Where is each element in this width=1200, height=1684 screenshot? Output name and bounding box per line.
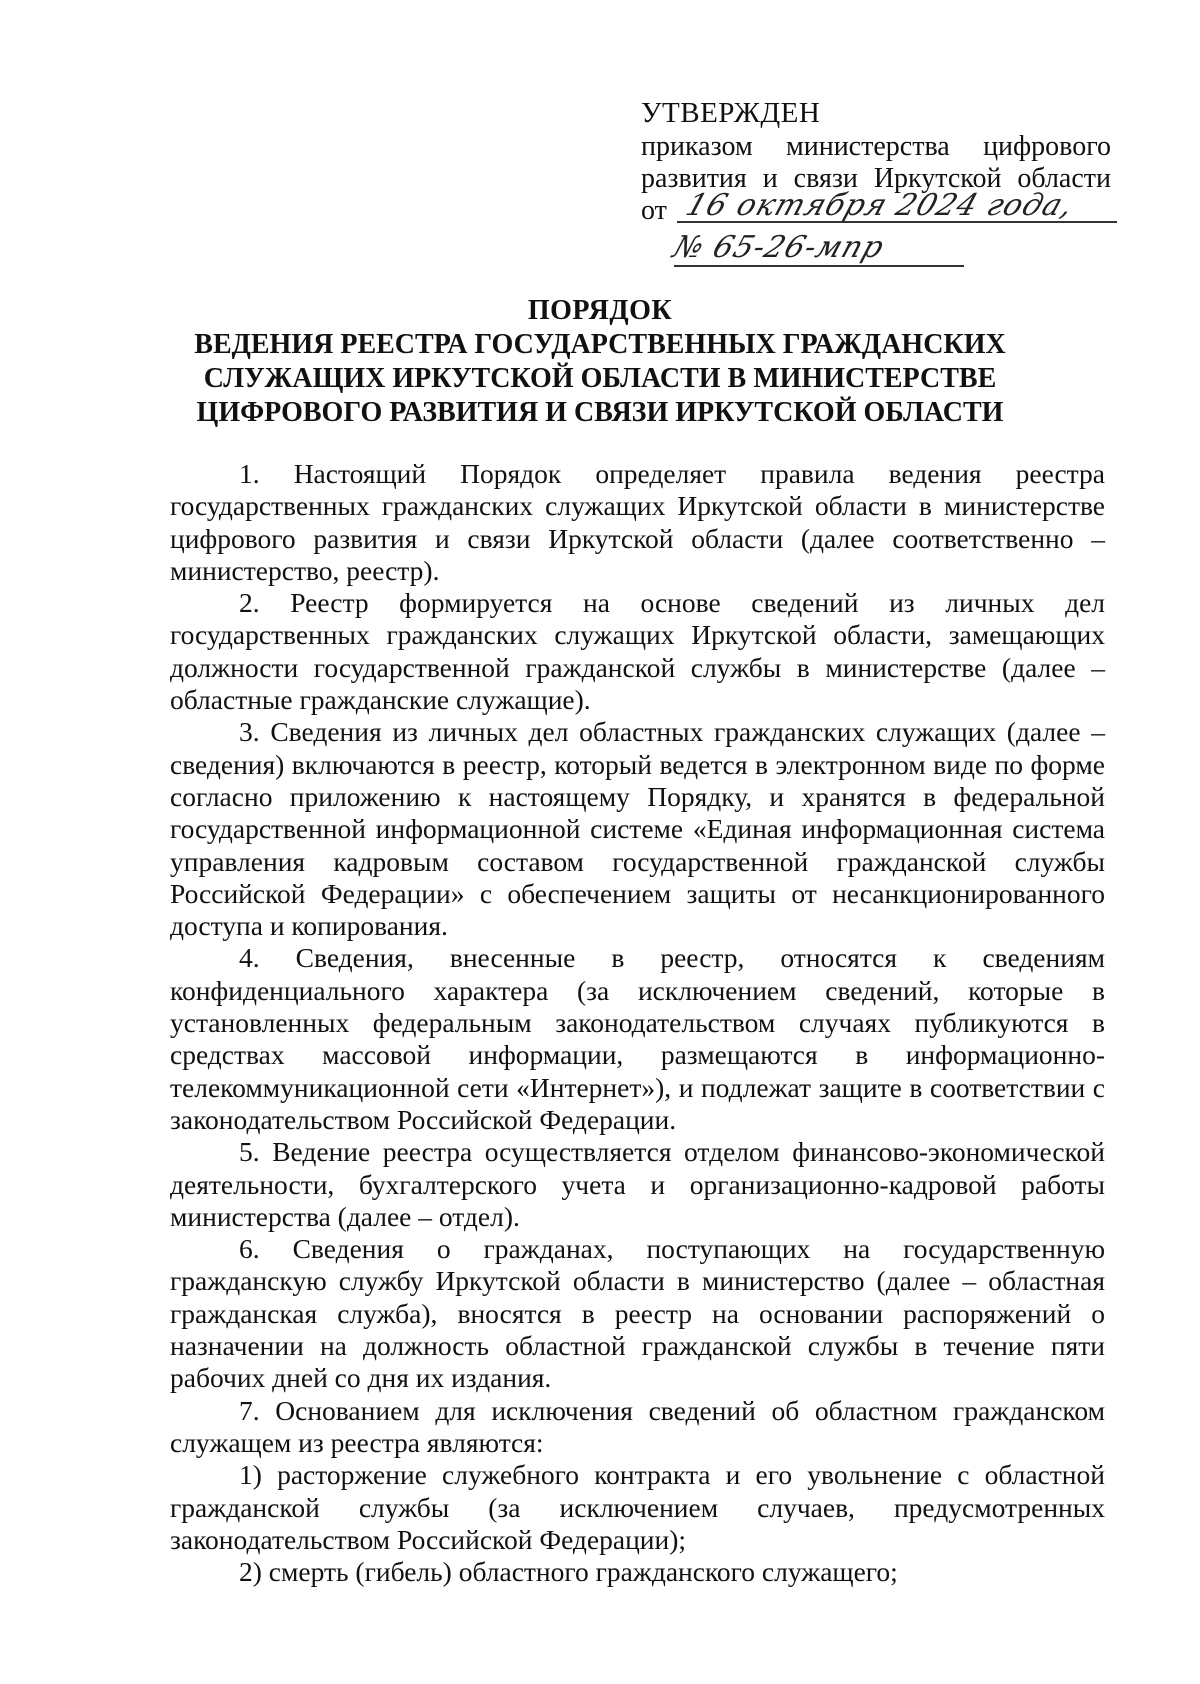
approval-date-line [641, 188, 1121, 229]
paragraph-7-item-2: 2) смерть (гибель) областного гражданского служащего; [239, 1556, 898, 1588]
document-title-line-2: СЛУЖАЩИХ ИРКУТСКОЙ ОБЛАСТИ В МИНИСТЕРСТВЕ [203, 363, 997, 394]
paragraph-4: 4. Сведения, внесенные в реестр, относятся к сведениям конфиденциального характера (за исключением сведений, которые в установленных федеральным законодательством случаях публикуются в средствах массовой информации, размещаются в информационно-телекоммуникационной сети «Интернет»), и подлежат защите в соответствии с законодательством Российской Федерации. [170, 942, 1105, 1135]
document-title-line-1: ВЕДЕНИЯ РЕЕСТРА ГОСУДАРСТВЕННЫХ ГРАЖДАНСКИХ [194, 329, 1006, 360]
document-title [150, 294, 1050, 430]
approval-line-1: приказом министерства цифрового [641, 131, 1111, 162]
paragraph-7-item-1: 1) расторжение служебного контракта и его увольнение с областной гражданской службы (за исключением случаев, предусмотренных законодательством Российской Федерации); [170, 1459, 1105, 1555]
paragraph-6: 6. Сведения о гражданах, поступающих на государственную гражданскую службу Иркутской области в министерство (далее – областная гражданская служба), вносятся в реестр на основании распоряжений о назначении на должность областной гражданской службы в течение пяти рабочих дней со дня их издания. [170, 1233, 1105, 1394]
approval-title: УТВЕРЖДЕН [641, 97, 821, 129]
paragraph-2: 2. Реестр формируется на основе сведений из личных дел государственных гражданских служащих Иркутской области, замещающих должности государственной гражданской службы в министерстве (далее – областные гражданские служащие). [170, 587, 1105, 716]
handwritten-number-field [668, 230, 964, 267]
approval-line-2: развития и связи Иркутской области [641, 163, 1111, 194]
handwritten-number: № 65-26-мпр [668, 230, 889, 265]
paragraph-5: 5. Ведение реестра осуществляется отделом финансово-экономической деятельности, бухгалтерского учета и организационно-кадровой работы министерства (далее – отдел). [170, 1136, 1105, 1232]
document-title-line-3: ЦИФРОВОГО РАЗВИТИЯ И СВЯЗИ ИРКУТСКОЙ ОБЛАСТИ [196, 397, 1004, 428]
document-body [170, 458, 1105, 1588]
date-prefix: от [641, 195, 667, 226]
paragraph-7: 7. Основанием для исключения сведений об областном гражданском служащем из реестра являются: [170, 1394, 1105, 1458]
approval-block [641, 97, 1121, 229]
document-title-main: ПОРЯДОК [527, 295, 673, 326]
handwritten-date-field [677, 188, 1117, 223]
paragraph-1: 1. Настоящий Порядок определяет правила ведения реестра государственных гражданских служащих Иркутской области в министерстве цифрового развития и связи Иркутской области (далее соответственно – министерство, реестр). [170, 458, 1105, 586]
paragraph-3: 3. Сведения из личных дел областных гражданских служащих (далее – сведения) включаются в реестр, который ведется в электронном виде по форме согласно приложению к настоящему Порядку, и хранятся в федеральной государственной информационной системе «Единая информационная система управления кадровым составом государственной гражданской службы Российской Федерации» с обеспечением защиты от несанкционированного доступа и копирования. [170, 716, 1105, 942]
handwritten-date: 16 октября 2024 года, [681, 188, 1079, 223]
